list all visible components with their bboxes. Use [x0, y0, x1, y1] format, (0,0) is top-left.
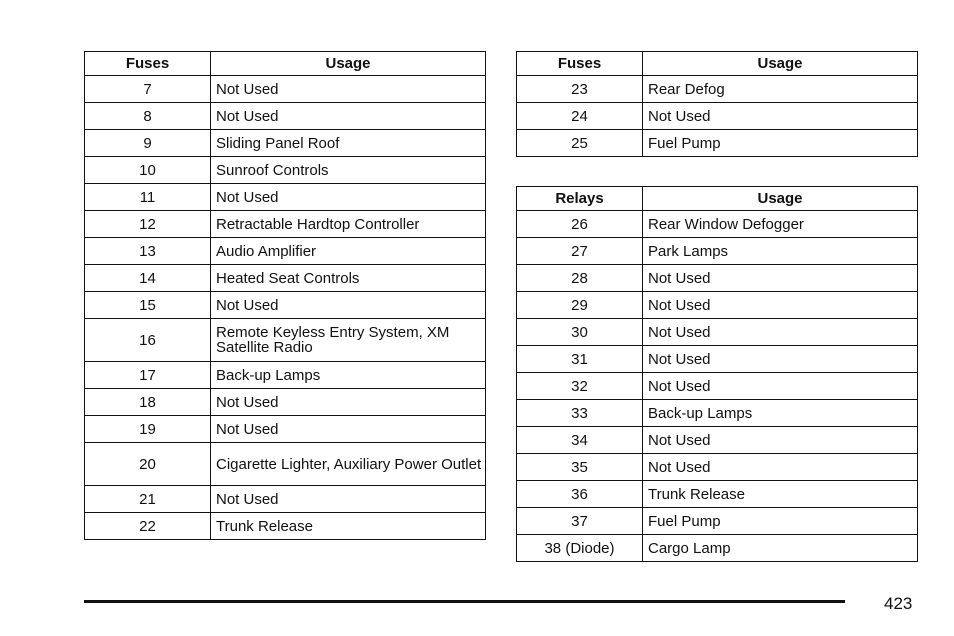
row-usage-cell: Cigarette Lighter, Auxiliary Power Outlet	[211, 443, 486, 486]
table-header-row	[85, 52, 486, 76]
row-usage-cell: Heated Seat Controls	[211, 265, 486, 292]
row-id-cell: 30	[517, 319, 643, 346]
usage-header: Usage	[211, 52, 486, 76]
row-id-cell: 31	[517, 346, 643, 373]
table-row	[517, 292, 918, 319]
row-usage-cell: Not Used	[643, 265, 918, 292]
row-id-cell: 11	[85, 184, 211, 211]
row-id-cell: 26	[517, 211, 643, 238]
fuse-table-left	[84, 51, 486, 540]
row-usage-cell: Park Lamps	[643, 238, 918, 265]
table-row	[85, 76, 486, 103]
table-row	[517, 346, 918, 373]
row-id-cell: 17	[85, 362, 211, 389]
row-usage-cell: Rear Window Defogger	[643, 211, 918, 238]
row-usage-cell: Sunroof Controls	[211, 157, 486, 184]
table-row	[517, 76, 918, 103]
row-usage-cell: Back-up Lamps	[211, 362, 486, 389]
row-id-cell: 19	[85, 416, 211, 443]
row-id-cell: 28	[517, 265, 643, 292]
row-usage-cell: Not Used	[211, 76, 486, 103]
table-row	[517, 508, 918, 535]
row-id-cell: 12	[85, 211, 211, 238]
table-row	[517, 427, 918, 454]
table-row	[85, 211, 486, 238]
row-usage-cell: Rear Defog	[643, 76, 918, 103]
row-id-cell: 14	[85, 265, 211, 292]
row-usage-cell: Not Used	[643, 454, 918, 481]
row-id-cell: 9	[85, 130, 211, 157]
footer-rule	[84, 600, 845, 603]
row-id-cell: 33	[517, 400, 643, 427]
table-row	[517, 481, 918, 508]
table-row	[85, 389, 486, 416]
row-usage-cell: Not Used	[211, 184, 486, 211]
row-usage-cell: Sliding Panel Roof	[211, 130, 486, 157]
page-number: 423	[884, 594, 913, 613]
table-row	[517, 535, 918, 562]
row-id-cell: 16	[85, 319, 211, 362]
fuse-table-right	[516, 51, 918, 157]
usage-header: Usage	[643, 52, 918, 76]
row-usage-cell: Not Used	[211, 292, 486, 319]
row-id-cell: 13	[85, 238, 211, 265]
row-id-cell: 34	[517, 427, 643, 454]
table-row	[85, 103, 486, 130]
table-header-row	[517, 187, 918, 211]
row-id-cell: 18	[85, 389, 211, 416]
row-usage-cell: Not Used	[643, 292, 918, 319]
table-row	[517, 211, 918, 238]
table-row	[517, 265, 918, 292]
row-usage-cell: Fuel Pump	[643, 508, 918, 535]
table-row	[85, 513, 486, 540]
table-row	[85, 443, 486, 486]
row-usage-cell: Not Used	[211, 486, 486, 513]
row-id-cell: 35	[517, 454, 643, 481]
row-id-cell: 36	[517, 481, 643, 508]
row-id-cell: 10	[85, 157, 211, 184]
row-usage-cell: Back-up Lamps	[643, 400, 918, 427]
row-usage-cell: Not Used	[211, 416, 486, 443]
fuses-header: Fuses	[517, 52, 643, 76]
table-row	[85, 292, 486, 319]
table-row	[517, 400, 918, 427]
row-id-cell: 24	[517, 103, 643, 130]
table-row	[85, 157, 486, 184]
row-id-cell: 29	[517, 292, 643, 319]
row-id-cell: 15	[85, 292, 211, 319]
row-usage-cell: Not Used	[643, 103, 918, 130]
table-row	[517, 103, 918, 130]
table-row	[85, 319, 486, 362]
table-row	[85, 486, 486, 513]
table-row	[85, 184, 486, 211]
row-usage-cell: Audio Amplifier	[211, 238, 486, 265]
table-row	[517, 454, 918, 481]
table-row	[517, 319, 918, 346]
row-id-cell: 20	[85, 443, 211, 486]
table-row	[517, 238, 918, 265]
row-id-cell: 8	[85, 103, 211, 130]
table-row	[85, 265, 486, 292]
row-id-cell: 32	[517, 373, 643, 400]
row-usage-cell: Remote Keyless Entry System, XM Satellite Radio	[211, 319, 486, 362]
row-usage-cell: Not Used	[643, 427, 918, 454]
row-id-cell: 27	[517, 238, 643, 265]
row-usage-cell: Not Used	[211, 389, 486, 416]
row-usage-cell: Retractable Hardtop Controller	[211, 211, 486, 238]
row-id-cell: 21	[85, 486, 211, 513]
row-usage-cell: Fuel Pump	[643, 130, 918, 157]
table-row	[517, 130, 918, 157]
table-row	[85, 238, 486, 265]
relays-header: Relays	[517, 187, 643, 211]
row-id-cell: 25	[517, 130, 643, 157]
row-usage-cell: Trunk Release	[211, 513, 486, 540]
row-usage-cell: Not Used	[211, 103, 486, 130]
row-usage-cell: Cargo Lamp	[643, 535, 918, 562]
table-header-row	[517, 52, 918, 76]
row-usage-cell: Not Used	[643, 373, 918, 400]
row-id-cell: 22	[85, 513, 211, 540]
row-usage-cell: Not Used	[643, 319, 918, 346]
table-row	[85, 416, 486, 443]
row-id-cell: 38 (Diode)	[517, 535, 643, 562]
row-id-cell: 23	[517, 76, 643, 103]
row-usage-cell: Not Used	[643, 346, 918, 373]
relay-table	[516, 186, 918, 562]
table-row	[85, 362, 486, 389]
row-id-cell: 7	[85, 76, 211, 103]
fuses-header: Fuses	[85, 52, 211, 76]
row-id-cell: 37	[517, 508, 643, 535]
table-row	[85, 130, 486, 157]
table-row	[517, 373, 918, 400]
row-usage-cell: Trunk Release	[643, 481, 918, 508]
usage-header: Usage	[643, 187, 918, 211]
